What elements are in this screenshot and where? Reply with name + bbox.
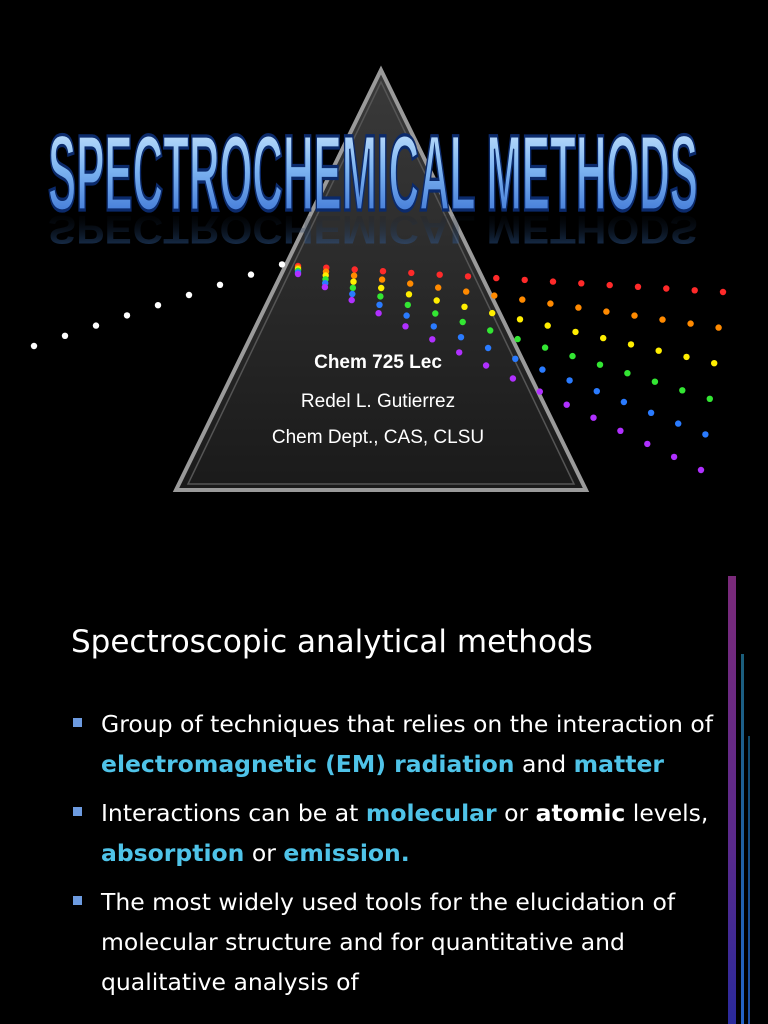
spectrum-dot — [406, 291, 412, 297]
department-label: Chem Dept., CAS, CLSU — [271, 427, 485, 448]
bullet-square-icon — [73, 896, 82, 905]
slide-divider — [0, 552, 768, 576]
spectrum-dot — [403, 312, 409, 318]
spectrum-dot — [352, 266, 358, 272]
bullet-text: Interactions can be at — [101, 799, 366, 827]
accent-bar — [748, 736, 750, 1024]
accent-bar — [728, 576, 736, 1024]
spectrum-dot — [575, 304, 581, 310]
white-light-beam — [31, 261, 285, 349]
spectrum-dot — [465, 273, 471, 279]
spectrum-dot — [376, 302, 382, 308]
spectrum-dot — [379, 276, 385, 282]
spectrum-dot — [407, 280, 413, 286]
slide-title: SPECTROCHEMICAL METHODS — [47, 113, 699, 234]
highlight-term: emission. — [283, 839, 410, 867]
highlight-term: absorption — [101, 839, 245, 867]
spectrum-dot — [539, 366, 545, 372]
spectrum-dot — [590, 415, 596, 421]
spectrum-dot — [692, 287, 698, 293]
beam-dot — [31, 343, 37, 349]
decorative-bars — [728, 576, 768, 1024]
spectrum-dot — [600, 335, 606, 341]
spectrum-dot — [458, 334, 464, 340]
bullet-square-icon — [73, 807, 82, 816]
spectrum-dot — [295, 271, 301, 277]
spectrum-dot — [349, 291, 355, 297]
section-heading: Spectroscopic analytical methods — [71, 624, 593, 660]
spectrum-dot — [607, 282, 613, 288]
spectrum-dot — [707, 396, 713, 402]
spectrum-dot — [547, 300, 553, 306]
spectrum-dot — [485, 345, 491, 351]
spectrum-dot — [675, 420, 681, 426]
spectrum-dot — [408, 270, 414, 276]
spectrum-dot — [711, 360, 717, 366]
spectrum-dot — [491, 292, 497, 298]
spectrum-dot — [322, 284, 328, 290]
spectrum-dot — [434, 297, 440, 303]
bullet-square-icon — [73, 718, 82, 727]
spectrum-dot — [569, 353, 575, 359]
spectrum-dot — [378, 285, 384, 291]
spectrum-dot — [351, 272, 357, 278]
spectrum-dot — [617, 428, 623, 434]
spectrum-dot — [663, 285, 669, 291]
spectrum-dot — [659, 316, 665, 322]
spectrum-dot — [522, 277, 528, 283]
spectrum-dot — [564, 402, 570, 408]
content-slide — [0, 576, 768, 1024]
bullet-text: levels, — [625, 799, 709, 827]
spectrum-dot — [631, 312, 637, 318]
bullet-list — [70, 704, 720, 1011]
bullet-text: or — [244, 839, 284, 867]
bullet-text: and — [514, 750, 574, 778]
beam-dot — [155, 302, 161, 308]
spectrum-dot — [621, 399, 627, 405]
spectrum-dot — [510, 375, 516, 381]
spectrum-dot — [572, 329, 578, 335]
spectrum-dot — [698, 467, 704, 473]
spectrum-dot — [514, 336, 520, 342]
author-name: Redel L. Gutierrez — [300, 391, 456, 412]
spectrum-dot — [683, 354, 689, 360]
spectrum-dot — [402, 323, 408, 329]
spectrum-dot — [545, 322, 551, 328]
spectrum-dot — [487, 327, 493, 333]
spectrum-dot — [566, 377, 572, 383]
spectrum-dot — [624, 370, 630, 376]
beam-dot — [93, 322, 99, 328]
spectrum-dot — [463, 288, 469, 294]
spectrum-dot — [435, 284, 441, 290]
beam-dot — [279, 261, 285, 267]
title-graphic — [0, 0, 768, 260]
spectrum-dot — [702, 431, 708, 437]
spectrum-dot — [648, 410, 654, 416]
spectrum-dot — [720, 289, 726, 295]
spectrum-dot — [461, 304, 467, 310]
spectrum-dot — [679, 387, 685, 393]
spectrum-dot — [431, 323, 437, 329]
spectrum-dot — [460, 319, 466, 325]
bullet-text: Group of techniques that relies on the interaction of — [101, 710, 714, 738]
slide-title-reflection: SPECTROCHEMICAL METHODS — [47, 207, 698, 252]
spectrum-dot — [550, 278, 556, 284]
spectrum-dot — [594, 388, 600, 394]
beam-dot — [217, 282, 223, 288]
spectrum-dot — [437, 272, 443, 278]
spectrum-dot — [628, 341, 634, 347]
spectrum-dot — [377, 293, 383, 299]
beam-dot — [62, 333, 68, 339]
spectrum-dot — [517, 316, 523, 322]
spectrum-dot — [715, 324, 721, 330]
bullet-item — [70, 882, 720, 1002]
spectrum-dot — [350, 285, 356, 291]
spectrum-dot — [489, 310, 495, 316]
highlight-term: molecular — [365, 799, 497, 827]
spectrum-dot — [578, 280, 584, 286]
bullet-text: or — [496, 799, 536, 827]
spectrum-dot — [644, 441, 650, 447]
accent-bar — [741, 654, 744, 1024]
bullet-item — [70, 793, 720, 873]
spectrum-dot — [349, 297, 355, 303]
spectrum-dot — [429, 336, 435, 342]
spectrum-dot — [671, 454, 677, 460]
spectrum-dot — [537, 388, 543, 394]
spectrum-dot — [375, 310, 381, 316]
spectrum-dot — [405, 302, 411, 308]
beam-dot — [124, 312, 130, 318]
spectrum-dot — [635, 284, 641, 290]
highlight-term: electromagnetic (EM) radiation — [101, 750, 515, 778]
spectrum-dot — [519, 296, 525, 302]
spectrum-dot — [542, 344, 548, 350]
bullet-item — [70, 704, 720, 784]
spectrum-dot — [350, 279, 356, 285]
spectrum-dot — [656, 348, 662, 354]
spectrum-dot — [380, 268, 386, 274]
course-label: Chem 725 Lec — [314, 352, 442, 373]
spectrum-dot — [603, 308, 609, 314]
beam-dot — [186, 292, 192, 298]
spectrum-dot — [432, 310, 438, 316]
bold-term: atomic — [535, 799, 626, 827]
spectrum-dot — [597, 362, 603, 368]
spectrum-dot — [493, 275, 499, 281]
highlight-term: matter — [573, 750, 665, 778]
bullet-text: The most widely used tools for the elucidation of molecular structure and for quantitative and qualitative analysis of — [101, 888, 676, 996]
spectrum-dot — [687, 320, 693, 326]
beam-dot — [248, 271, 254, 277]
spectrum-dot — [652, 379, 658, 385]
